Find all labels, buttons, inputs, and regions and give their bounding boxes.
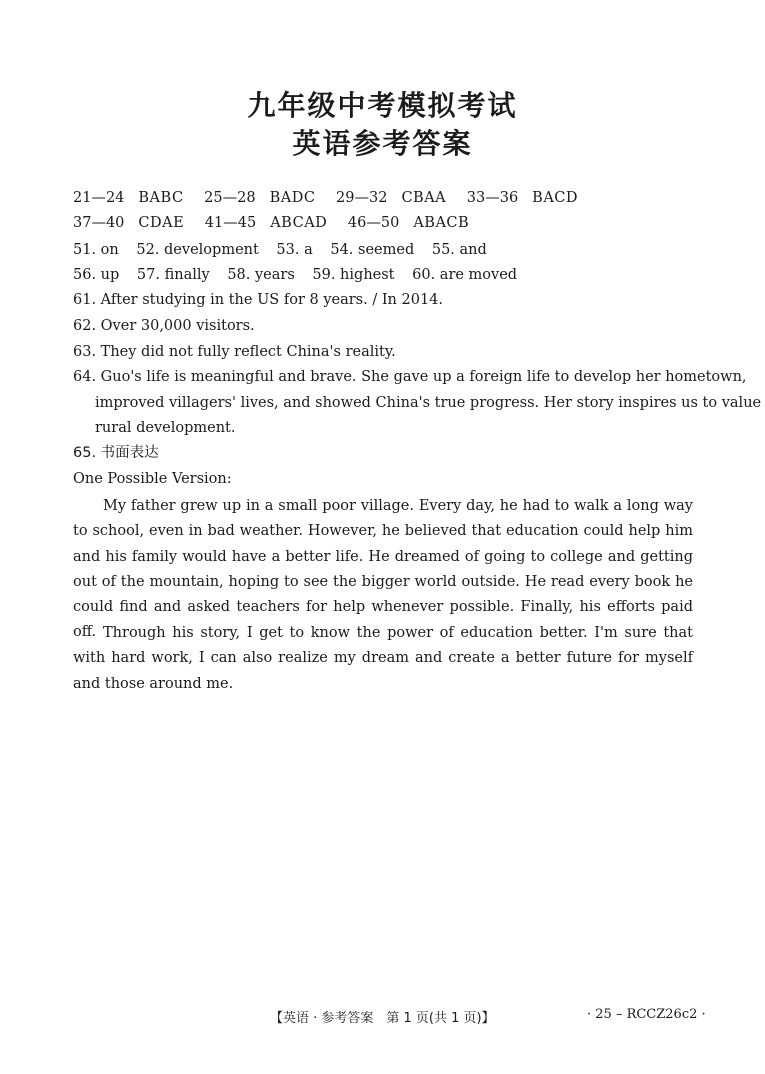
answer-key-title: 英语参考答案: [292, 127, 473, 160]
version-label: One Possible Version:: [73, 471, 232, 487]
mc-group: 33—36 BACD: [466, 190, 579, 206]
mc-answers-row-2: [73, 214, 485, 232]
blank-answer: 51. on: [73, 242, 119, 258]
mc-group: 46—50 ABACB: [347, 215, 470, 231]
blank-answers-row-2: [73, 266, 530, 284]
blank-answers-row-1: [73, 241, 500, 259]
blank-answer: 57. finally: [136, 267, 210, 283]
blank-answer: 53. a: [276, 242, 313, 258]
essay-paragraph-1: My father grew up in a small poor village. Every day, he had to walk a long way to school, even in bad weather. However, he believed that education could help him and his family would have a better life. He dreamed of going to college and getting out of the mountain, hoping to see the bigger world outside. He read every book he could find and asked teachers for help whenever possible. Finally, his efforts paid off.: [73, 498, 693, 641]
mc-group: 29—32 CBAA: [336, 190, 447, 206]
mc-group: 41—45 ABCAD: [204, 215, 328, 231]
blank-answer: 59. highest: [312, 267, 395, 283]
answer-62: 62. Over 30,000 visitors.: [73, 318, 255, 334]
mc-group: 25—28 BADC: [204, 190, 316, 206]
writing-section-label: 65. 书面表达: [73, 445, 159, 461]
answer-64-line-2: improved villagers' lives, and showed China's true progress. Her story inspires us to value: [95, 395, 762, 411]
answer-63: 63. They did not fully reflect China's reality.: [73, 344, 396, 360]
blank-answer: 60. are moved: [412, 267, 518, 283]
blank-answer: 56. up: [73, 267, 120, 283]
mc-group: 37—40 CDAE: [73, 215, 185, 231]
essay-paragraph-2: Through his story, I get to know the power of education better. I'm sure that with hard work, I can also realize my dream and create a better future for myself and those around me.: [73, 625, 693, 692]
answer-64-line-1: 64. Guo's life is meaningful and brave. She gave up a foreign life to develop her hometown,: [73, 369, 747, 385]
blank-answer: 55. and: [431, 242, 487, 258]
answer-64-line-3: rural development.: [95, 420, 236, 436]
exam-title: 九年级中考模拟考试: [247, 89, 518, 122]
answer-61: 61. After studying in the US for 8 years. / In 2014.: [73, 292, 444, 308]
mc-group: 21—24 BABC: [73, 190, 184, 206]
blank-answer: 58. years: [227, 267, 295, 283]
mc-answers-row-1: [73, 189, 594, 207]
footer-code: · 25 – RCCZ26c2 ·: [587, 1007, 706, 1022]
footer-page-info: 【英语 · 参考答案 第 1 页(共 1 页)】: [270, 1011, 495, 1026]
blank-answer: 52. development: [136, 242, 259, 258]
blank-answer: 54. seemed: [330, 242, 415, 258]
